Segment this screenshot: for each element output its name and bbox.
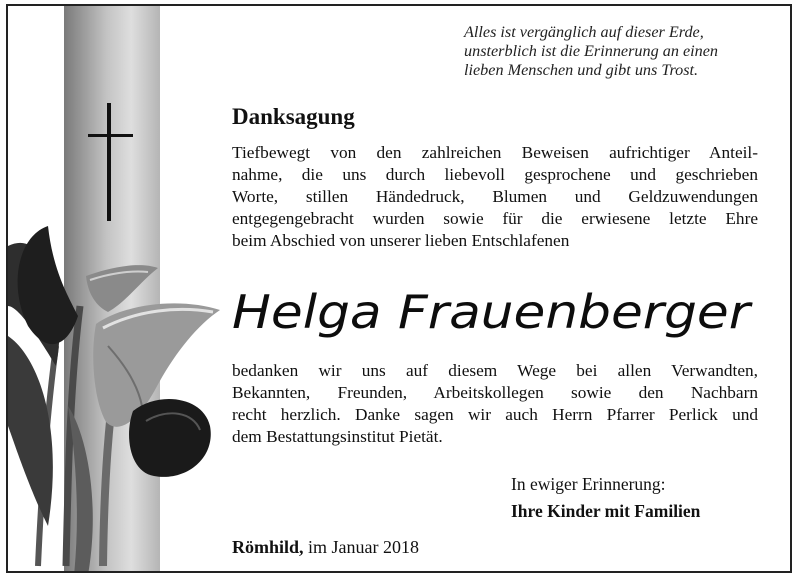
quote-line: unsterblich ist die Erinnerung an einen: [464, 42, 719, 60]
date: im Januar 2018: [308, 537, 420, 557]
thanks-paragraph-2: [232, 360, 758, 448]
obituary-card: [6, 4, 792, 573]
paragraph-line: dem Bestattungsinstitut Pietät.: [232, 427, 443, 446]
calla-lily-illustration: [8, 6, 223, 573]
paragraph-line: Worte, stillen Händedruck, Blumen und Geldzuwendungen: [232, 187, 758, 206]
cross-icon: [107, 103, 111, 221]
paragraph-line: recht herzlich. Danke sagen wir auch Herrn Pfarrer Perlick und: [232, 405, 758, 424]
memorial-quote: [464, 23, 784, 80]
signature-names: Ihre Kinder mit Familien: [511, 501, 701, 521]
deceased-name-text: Helga Frauenberger: [232, 285, 754, 339]
heading-danksagung: Danksagung: [232, 104, 355, 129]
place-date: [232, 537, 419, 558]
place: Römhild,: [232, 537, 304, 557]
paragraph-line: beim Abschied von unserer lieben Entschlafenen: [232, 231, 570, 250]
paragraph-line: bedanken wir uns auf diesem Wege bei allen Verwandten,: [232, 361, 758, 380]
quote-line: Alles ist vergänglich auf dieser Erde,: [464, 23, 704, 41]
thanks-paragraph-1: [232, 142, 758, 252]
paragraph-line: Tiefbewegt von den zahlreichen Beweisen aufrichtiger Anteil-: [232, 143, 758, 162]
deceased-name: [230, 280, 770, 350]
quote-line: lieben Menschen und gibt uns Trost.: [464, 61, 699, 79]
paragraph-line: entgegengebracht wurden sowie für die erwiesene letzte Ehre: [232, 209, 758, 228]
cross-icon-bar: [88, 134, 133, 137]
paragraph-line: nahme, die uns durch liebevoll gesprochene und geschrieben: [232, 165, 758, 184]
signature-intro: In ewiger Erinnerung:: [511, 474, 666, 494]
paragraph-line: Bekannten, Freunden, Arbeitskollegen sowie den Nachbarn: [232, 383, 758, 402]
